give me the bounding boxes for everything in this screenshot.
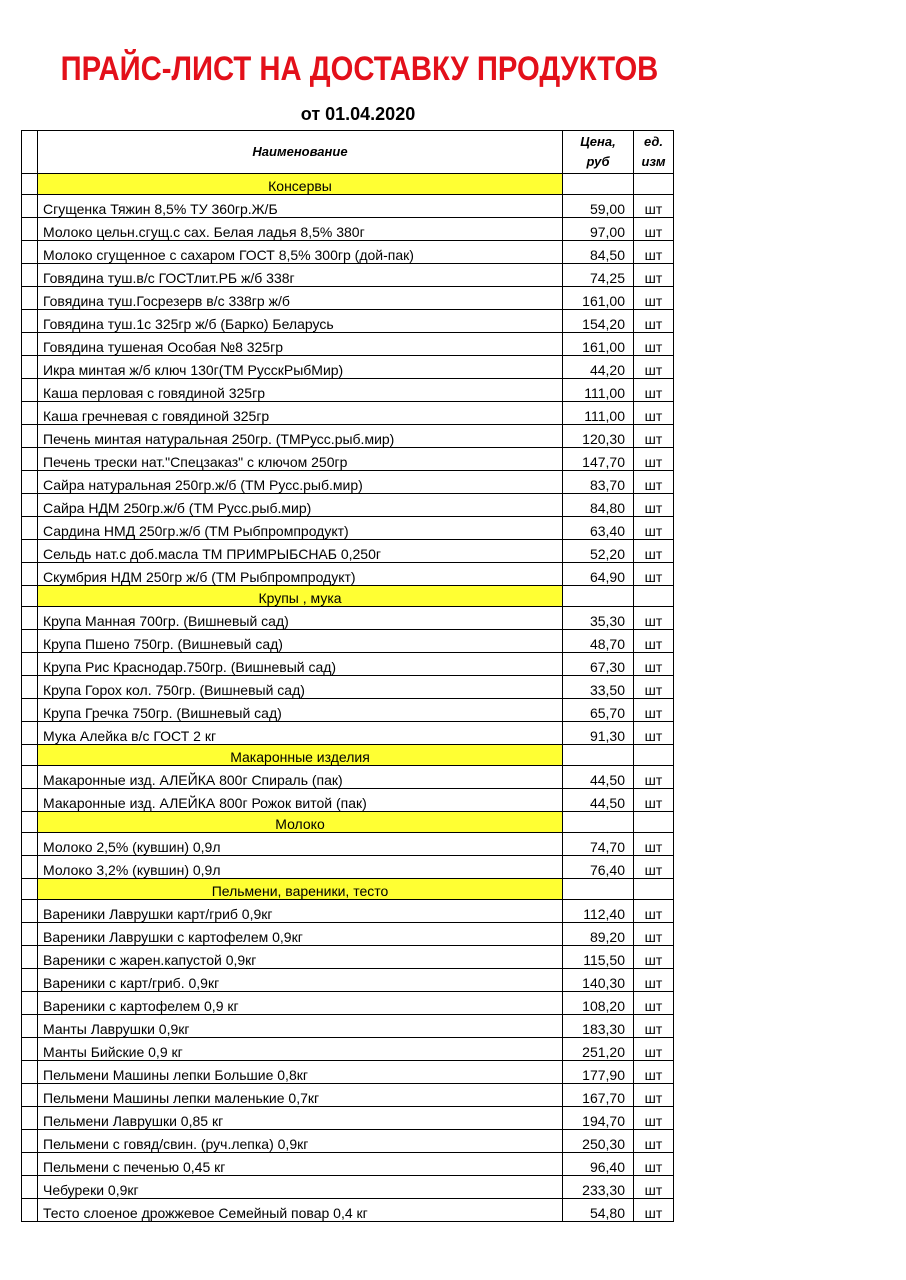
category-number-cell — [22, 812, 38, 833]
table-row — [22, 1061, 674, 1084]
product-unit: шт — [634, 402, 674, 425]
table-row — [22, 540, 674, 563]
row-number-cell — [22, 833, 38, 856]
row-number-cell — [22, 923, 38, 946]
category-price-cell — [563, 745, 634, 766]
row-number-cell — [22, 653, 38, 676]
table-header-row — [22, 131, 674, 174]
table-row — [22, 722, 674, 745]
table-row — [22, 1015, 674, 1038]
product-price: 161,00 — [563, 333, 634, 356]
product-name: Пельмени Машины лепки Большие 0,8кг — [38, 1061, 563, 1084]
category-unit-cell — [634, 586, 674, 607]
category-price-cell — [563, 879, 634, 900]
row-number-cell — [22, 356, 38, 379]
table-row — [22, 789, 674, 812]
product-name: Говядина тушеная Особая №8 325гр — [38, 333, 563, 356]
product-unit: шт — [634, 969, 674, 992]
category-row — [22, 879, 674, 900]
product-price: 67,30 — [563, 653, 634, 676]
row-number-cell — [22, 856, 38, 879]
category-number-cell — [22, 745, 38, 766]
table-row — [22, 923, 674, 946]
product-price: 147,70 — [563, 448, 634, 471]
row-number-cell — [22, 699, 38, 722]
table-row — [22, 676, 674, 699]
product-unit: шт — [634, 310, 674, 333]
product-price: 194,70 — [563, 1107, 634, 1130]
product-price: 33,50 — [563, 676, 634, 699]
category-label: Пельмени, вареники, тесто — [38, 879, 563, 900]
product-name: Молоко 2,5% (кувшин) 0,9л — [38, 833, 563, 856]
category-unit-cell — [634, 879, 674, 900]
product-price: 59,00 — [563, 195, 634, 218]
table-row — [22, 900, 674, 923]
product-unit: шт — [634, 425, 674, 448]
category-label: Макаронные изделия — [38, 745, 563, 766]
row-number-cell — [22, 310, 38, 333]
product-name: Пельмени с печенью 0,45 кг — [38, 1153, 563, 1176]
category-price-cell — [563, 586, 634, 607]
product-name: Вареники с картофелем 0,9 кг — [38, 992, 563, 1015]
row-number-cell — [22, 540, 38, 563]
category-number-cell — [22, 174, 38, 195]
table-row — [22, 1107, 674, 1130]
product-unit: шт — [634, 264, 674, 287]
product-unit: шт — [634, 448, 674, 471]
product-unit: шт — [634, 699, 674, 722]
product-unit: шт — [634, 356, 674, 379]
product-price: 97,00 — [563, 218, 634, 241]
row-number-cell — [22, 494, 38, 517]
product-name: Манты Бийские 0,9 кг — [38, 1038, 563, 1061]
product-unit: шт — [634, 923, 674, 946]
product-unit: шт — [634, 471, 674, 494]
table-row — [22, 287, 674, 310]
table-row — [22, 969, 674, 992]
table-row — [22, 856, 674, 879]
row-number-cell — [22, 1061, 38, 1084]
header-price-line1: Цена, — [580, 134, 616, 149]
product-unit: шт — [634, 540, 674, 563]
product-price: 233,30 — [563, 1176, 634, 1199]
product-price: 89,20 — [563, 923, 634, 946]
table-row — [22, 699, 674, 722]
product-unit: шт — [634, 607, 674, 630]
product-unit: шт — [634, 766, 674, 789]
table-row — [22, 1153, 674, 1176]
product-unit: шт — [634, 1084, 674, 1107]
header-number-cell — [22, 131, 38, 174]
product-unit: шт — [634, 1130, 674, 1153]
product-unit: шт — [634, 1038, 674, 1061]
category-unit-cell — [634, 812, 674, 833]
product-name: Крупа Рис Краснодар.750гр. (Вишневый сад) — [38, 653, 563, 676]
product-price: 44,50 — [563, 766, 634, 789]
product-unit: шт — [634, 241, 674, 264]
table-row — [22, 1176, 674, 1199]
table-row — [22, 471, 674, 494]
row-number-cell — [22, 195, 38, 218]
product-unit: шт — [634, 1153, 674, 1176]
product-unit: шт — [634, 856, 674, 879]
row-number-cell — [22, 471, 38, 494]
row-number-cell — [22, 448, 38, 471]
product-price: 120,30 — [563, 425, 634, 448]
product-price: 96,40 — [563, 1153, 634, 1176]
product-unit: шт — [634, 1061, 674, 1084]
row-number-cell — [22, 900, 38, 923]
product-name: Крупа Манная 700гр. (Вишневый сад) — [38, 607, 563, 630]
product-price: 52,20 — [563, 540, 634, 563]
row-number-cell — [22, 1199, 38, 1222]
category-row — [22, 586, 674, 607]
product-price: 108,20 — [563, 992, 634, 1015]
product-unit: шт — [634, 218, 674, 241]
product-price: 91,30 — [563, 722, 634, 745]
category-label: Крупы , мука — [38, 586, 563, 607]
category-price-cell — [563, 812, 634, 833]
category-label: Молоко — [38, 812, 563, 833]
row-number-cell — [22, 563, 38, 586]
table-row — [22, 517, 674, 540]
product-name: Манты Лаврушки 0,9кг — [38, 1015, 563, 1038]
product-name: Макаронные изд. АЛЕЙКА 800г Рожок витой (пак) — [38, 789, 563, 812]
row-number-cell — [22, 402, 38, 425]
product-unit: шт — [634, 653, 674, 676]
product-name: Вареники с карт/гриб. 0,9кг — [38, 969, 563, 992]
product-price: 65,70 — [563, 699, 634, 722]
product-unit: шт — [634, 1176, 674, 1199]
product-unit: шт — [634, 1107, 674, 1130]
table-row — [22, 1130, 674, 1153]
category-price-cell — [563, 174, 634, 195]
row-number-cell — [22, 379, 38, 402]
row-number-cell — [22, 1107, 38, 1130]
product-unit: шт — [634, 676, 674, 699]
row-number-cell — [22, 676, 38, 699]
header-price-line2: руб — [586, 154, 610, 169]
product-name: Сельдь нат.с доб.масла ТМ ПРИМРЫБСНАБ 0,250г — [38, 540, 563, 563]
category-unit-cell — [634, 745, 674, 766]
product-unit: шт — [634, 946, 674, 969]
product-unit: шт — [634, 789, 674, 812]
product-price: 44,20 — [563, 356, 634, 379]
row-number-cell — [22, 607, 38, 630]
row-number-cell — [22, 1038, 38, 1061]
row-number-cell — [22, 287, 38, 310]
product-name: Говядина туш.1с 325гр ж/б (Барко) Беларусь — [38, 310, 563, 333]
product-unit: шт — [634, 722, 674, 745]
product-unit: шт — [634, 900, 674, 923]
row-number-cell — [22, 1176, 38, 1199]
row-number-cell — [22, 1153, 38, 1176]
product-name: Сгущенка Тяжин 8,5% ТУ 360гр.Ж/Б — [38, 195, 563, 218]
category-number-cell — [22, 586, 38, 607]
product-name: Мука Алейка в/с ГОСТ 2 кг — [38, 722, 563, 745]
product-price: 111,00 — [563, 379, 634, 402]
table-row — [22, 448, 674, 471]
row-number-cell — [22, 517, 38, 540]
product-price: 84,80 — [563, 494, 634, 517]
product-name: Вареники с жарен.капустой 0,9кг — [38, 946, 563, 969]
product-unit: шт — [634, 833, 674, 856]
product-unit: шт — [634, 563, 674, 586]
product-price: 154,20 — [563, 310, 634, 333]
table-row — [22, 1084, 674, 1107]
row-number-cell — [22, 241, 38, 264]
row-number-cell — [22, 789, 38, 812]
table-row — [22, 1038, 674, 1061]
table-row — [22, 1199, 674, 1222]
table-row — [22, 630, 674, 653]
table-row — [22, 607, 674, 630]
table-row — [22, 766, 674, 789]
product-unit: шт — [634, 1199, 674, 1222]
product-name: Печень минтая натуральная 250гр. (ТМРусс.рыб.мир) — [38, 425, 563, 448]
table-row — [22, 992, 674, 1015]
product-name: Пельмени с говяд/свин. (руч.лепка) 0,9кг — [38, 1130, 563, 1153]
product-name: Макаронные изд. АЛЕЙКА 800г Спираль (пак) — [38, 766, 563, 789]
table-row — [22, 563, 674, 586]
table-row — [22, 402, 674, 425]
product-name: Скумбрия НДМ 250гр ж/б (ТМ Рыбпромпродукт) — [38, 563, 563, 586]
product-unit: шт — [634, 992, 674, 1015]
row-number-cell — [22, 425, 38, 448]
price-list-date: от 01.04.2020 — [300, 104, 416, 124]
product-price: 111,00 — [563, 402, 634, 425]
product-name: Говядина туш.в/с ГОСТлит.РБ ж/б 338г — [38, 264, 563, 287]
product-price: 44,50 — [563, 789, 634, 812]
product-price: 84,50 — [563, 241, 634, 264]
product-name: Вареники Лаврушки с картофелем 0,9кг — [38, 923, 563, 946]
product-name: Печень трески нат."Спецзаказ" с ключом 250гр — [38, 448, 563, 471]
table-row — [22, 653, 674, 676]
row-number-cell — [22, 333, 38, 356]
product-name: Крупа Пшено 750гр. (Вишневый сад) — [38, 630, 563, 653]
product-price: 251,20 — [563, 1038, 634, 1061]
product-price: 74,70 — [563, 833, 634, 856]
table-row — [22, 946, 674, 969]
table-row — [22, 425, 674, 448]
price-table-body — [22, 131, 674, 1222]
product-price: 250,30 — [563, 1130, 634, 1153]
product-unit: шт — [634, 379, 674, 402]
category-row — [22, 812, 674, 833]
row-number-cell — [22, 218, 38, 241]
row-number-cell — [22, 630, 38, 653]
category-unit-cell — [634, 174, 674, 195]
table-row — [22, 241, 674, 264]
row-number-cell — [22, 1130, 38, 1153]
product-price: 35,30 — [563, 607, 634, 630]
table-row — [22, 833, 674, 856]
row-number-cell — [22, 1084, 38, 1107]
product-unit: шт — [634, 195, 674, 218]
product-name: Крупа Горох кол. 750гр. (Вишневый сад) — [38, 676, 563, 699]
header-unit-line2: изм — [641, 154, 666, 169]
header-name: Наименование — [38, 131, 563, 174]
table-row — [22, 218, 674, 241]
product-unit: шт — [634, 333, 674, 356]
product-name: Крупа Гречка 750гр. (Вишневый сад) — [38, 699, 563, 722]
product-price: 140,30 — [563, 969, 634, 992]
table-row — [22, 494, 674, 517]
table-row — [22, 264, 674, 287]
product-name: Сайра НДМ 250гр.ж/б (ТМ Русс.рыб.мир) — [38, 494, 563, 517]
product-name: Тесто слоеное дрожжевое Семейный повар 0,4 кг — [38, 1199, 563, 1222]
category-row — [22, 174, 674, 195]
product-price: 183,30 — [563, 1015, 634, 1038]
product-name: Сайра натуральная 250гр.ж/б (ТМ Русс.рыб.мир) — [38, 471, 563, 494]
product-unit: шт — [634, 1015, 674, 1038]
product-price: 54,80 — [563, 1199, 634, 1222]
row-number-cell — [22, 1015, 38, 1038]
product-price: 115,50 — [563, 946, 634, 969]
product-price: 83,70 — [563, 471, 634, 494]
table-row — [22, 310, 674, 333]
product-price: 48,70 — [563, 630, 634, 653]
product-unit: шт — [634, 494, 674, 517]
product-name: Чебуреки 0,9кг — [38, 1176, 563, 1199]
product-price: 177,90 — [563, 1061, 634, 1084]
product-name: Сардина НМД 250гр.ж/б (ТМ Рыбпромпродукт) — [38, 517, 563, 540]
table-row — [22, 379, 674, 402]
product-name: Говядина туш.Госрезерв в/с 338гр ж/б — [38, 287, 563, 310]
product-unit: шт — [634, 287, 674, 310]
row-number-cell — [22, 722, 38, 745]
price-table — [21, 130, 674, 1222]
product-name: Вареники Лаврушки карт/гриб 0,9кг — [38, 900, 563, 923]
header-price — [563, 131, 634, 174]
product-price: 161,00 — [563, 287, 634, 310]
product-name: Каша гречневая с говядиной 325гр — [38, 402, 563, 425]
row-number-cell — [22, 992, 38, 1015]
product-price: 76,40 — [563, 856, 634, 879]
product-name: Молоко сгущенное с сахаром ГОСТ 8,5% 300гр (дой-пак) — [38, 241, 563, 264]
product-name: Пельмени Машины лепки маленькие 0,7кг — [38, 1084, 563, 1107]
product-price: 63,40 — [563, 517, 634, 540]
category-label: Консервы — [38, 174, 563, 195]
product-name: Молоко цельн.сгущ.с сах. Белая ладья 8,5% 380г — [38, 218, 563, 241]
product-name: Пельмени Лаврушки 0,85 кг — [38, 1107, 563, 1130]
product-name: Молоко 3,2% (кувшин) 0,9л — [38, 856, 563, 879]
row-number-cell — [22, 766, 38, 789]
product-name: Каша перловая с говядиной 325гр — [38, 379, 563, 402]
table-row — [22, 333, 674, 356]
row-number-cell — [22, 264, 38, 287]
category-row — [22, 745, 674, 766]
product-price: 167,70 — [563, 1084, 634, 1107]
category-number-cell — [22, 879, 38, 900]
header-unit — [634, 131, 674, 174]
product-unit: шт — [634, 630, 674, 653]
product-name: Икра минтая ж/б ключ 130г(ТМ РусскРыбМир) — [38, 356, 563, 379]
header-unit-line1: ед. — [643, 134, 664, 149]
product-unit: шт — [634, 517, 674, 540]
table-row — [22, 195, 674, 218]
row-number-cell — [22, 969, 38, 992]
row-number-cell — [22, 946, 38, 969]
product-price: 112,40 — [563, 900, 634, 923]
product-price: 74,25 — [563, 264, 634, 287]
table-row — [22, 356, 674, 379]
product-price: 64,90 — [563, 563, 634, 586]
page-title: ПРАЙС-ЛИСТ НА ДОСТАВКУ ПРОДУКТОВ — [60, 50, 659, 88]
